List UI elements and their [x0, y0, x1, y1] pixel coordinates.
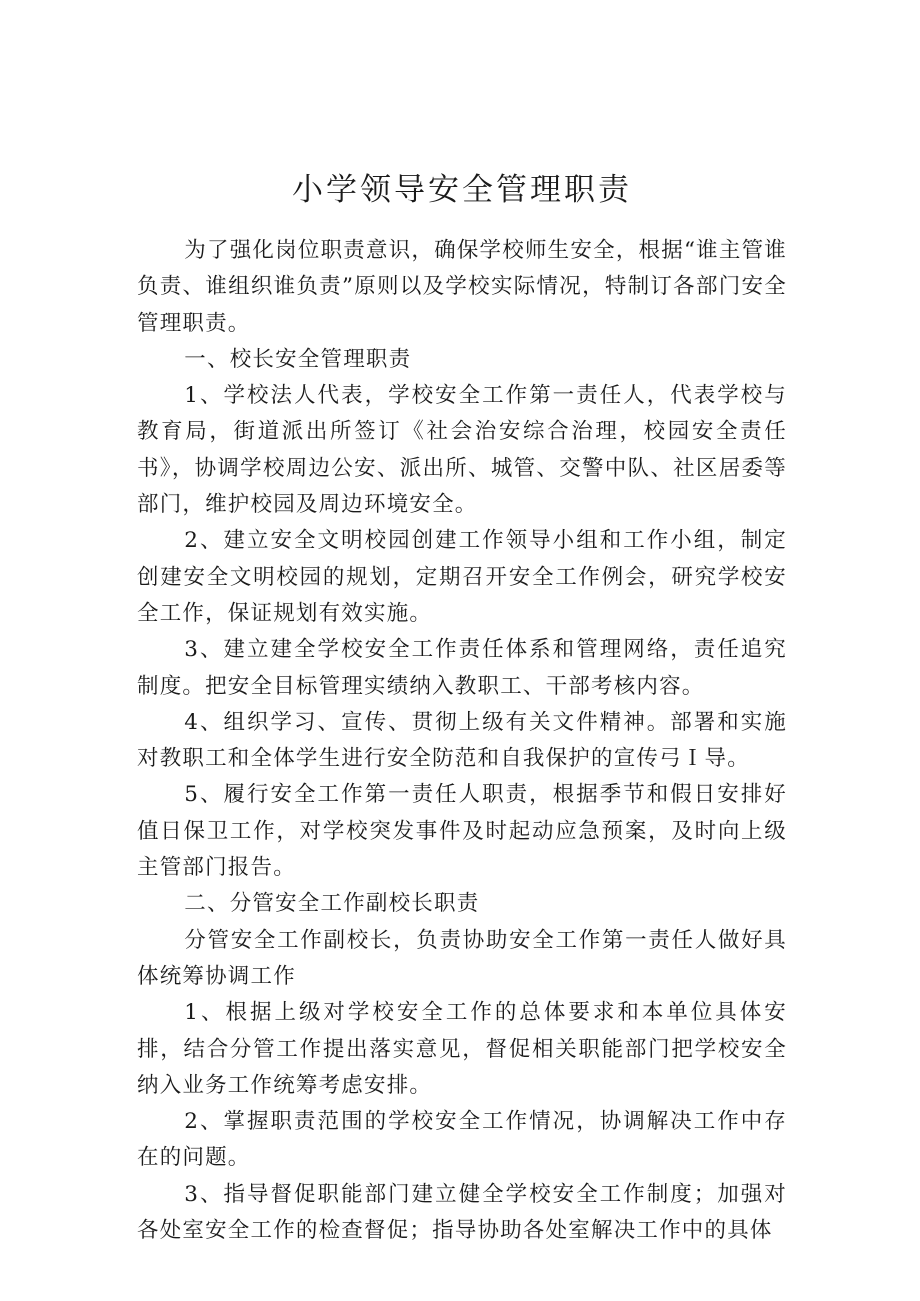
- section-heading-vice-principal: 二、分管安全工作副校长职责: [184, 891, 480, 917]
- paragraph-principal-item-3: 3、建立建全学校安全工作责任体系和管理网络，责任追究制度。把安全目标管理实绩纳入教职工、干部考核内容。: [137, 637, 787, 699]
- paragraph-principal-item-1: 1、学校法人代表，学校安全工作第一责任人，代表学校与教育局，街道派出所签订《社会治安综合治理，校园安全责任书》，协调学校周边公安、派出所、城管、交警中队、社区居委等部门，维护校园及周边环境安全。: [137, 383, 787, 518]
- paragraph-principal-item-5: 5、履行安全工作第一责任人职责，根据季节和假日安排好值日保卫工作，对学校突发事件及时起动应急预案，及时向上级主管部门报告。: [137, 782, 787, 881]
- page-title: 小学领导安全管理职责: [292, 172, 632, 208]
- section-heading-principal: 一、校长安全管理职责: [184, 346, 412, 372]
- paragraph-principal-item-2: 2、建立安全文明校园创建工作领导小组和工作小组，制定创建安全文明校园的规划，定期召开安全工作例会，研究学校安全工作，保证规划有效实施。: [137, 528, 787, 626]
- paragraph-vice-principal-item-3: 3、指导督促职能部门建立健全学校安全工作制度；加强对各处室安全工作的检查督促；指导协助各处室解决工作中的具体: [137, 1181, 787, 1244]
- intro-paragraph: 为了强化岗位职责意识，确保学校师生安全，根据“谁主管谁负责、谁组织谁负责”原则以及学校实际情况，特制订各部门安全管理职责。: [137, 238, 787, 336]
- paragraph-vice-principal-item-1: 1、根据上级对学校安全工作的总体要求和本单位具体安排，结合分管工作提出落实意见，督促相关职能部门把学校安全纳入业务工作统筹考虑安排。: [137, 1000, 787, 1098]
- paragraph-vice-principal-item-2: 2、掌握职责范围的学校安全工作情况，协调解决工作中存在的问题。: [137, 1109, 787, 1171]
- paragraph-principal-item-4: 4、组织学习、宣传、贯彻上级有关文件精神。部署和实施对教职工和全体学生进行安全防范和自我保护的宣传弓Ｉ导。: [137, 709, 787, 772]
- paragraph-vice-principal-intro: 分管安全工作副校长，负责协助安全工作第一责任人做好具体统筹协调工作: [137, 927, 787, 989]
- document-body: [137, 233, 787, 1249]
